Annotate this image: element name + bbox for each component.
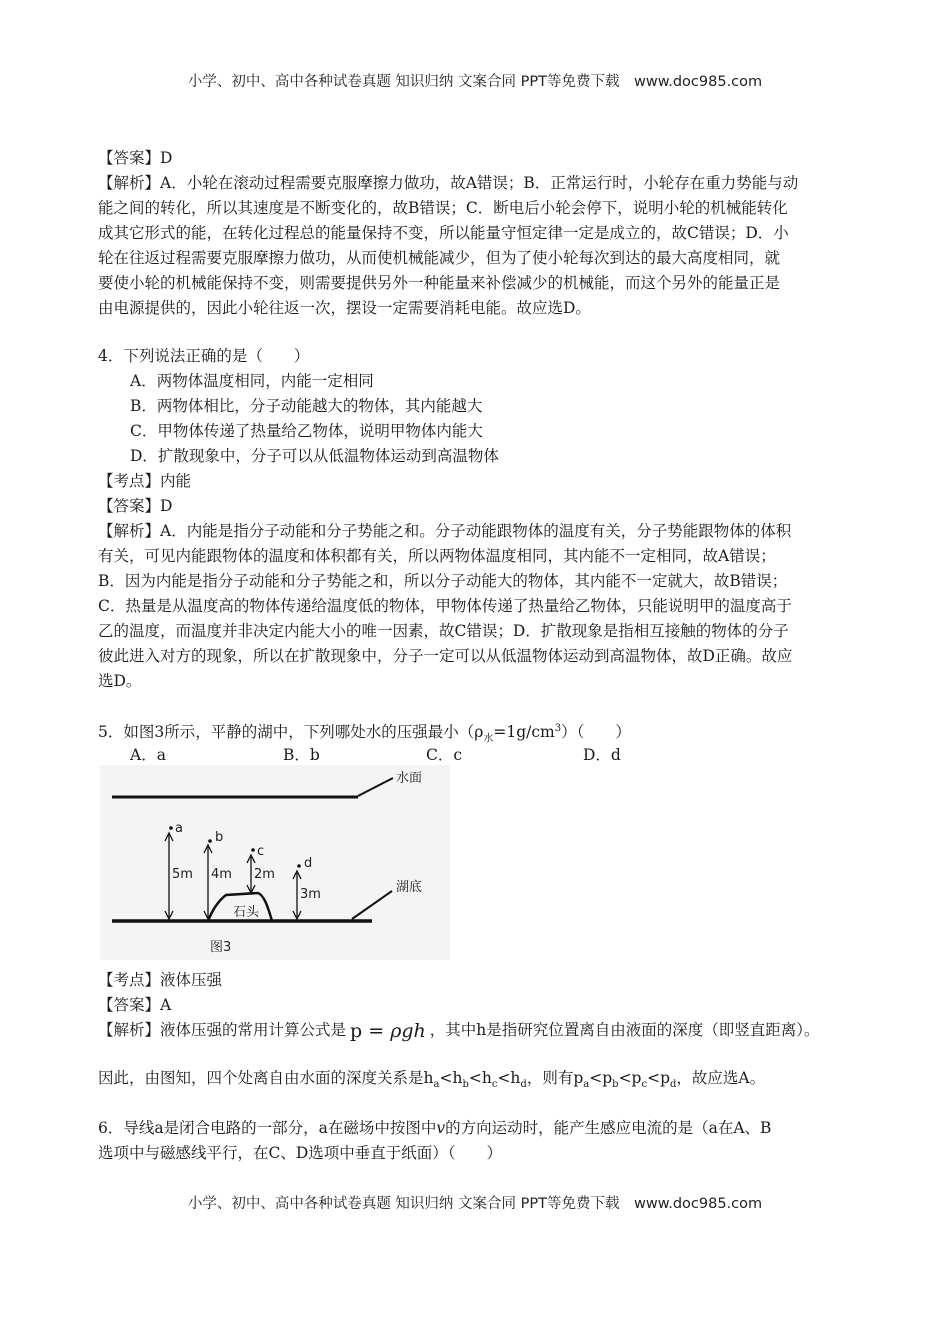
q4-stem: 4．下列说法正确的是（ ） (98, 347, 310, 365)
q5-option-c: C．c (426, 746, 463, 764)
q5-answer: 【答案】A (98, 996, 172, 1014)
q4-analysis-line: B．因为内能是指分子动能和分子势能之和，所以分子动能大的物体，其内能不一定就大，故B错误； (98, 572, 788, 590)
point-b-label: b (215, 830, 224, 845)
q4-analysis-line: 彼此进入对方的现象，所以在扩散现象中，分子一定可以从低温物体运动到高温物体，故D正确。故应 (98, 647, 793, 665)
lake-figure (100, 765, 450, 960)
q4-option-a: A．两物体温度相同，内能一定相同 (130, 372, 374, 390)
figure-background (100, 765, 450, 960)
q6-stem-line1: 6．导线a是闭合电路的一部分，a在磁场中按图中v的方向运动时，能产生感应电流的是（a在A、B (98, 1119, 772, 1137)
point-d-label: d (304, 856, 313, 871)
point-a-dot (169, 826, 173, 830)
q5-option-b: B．b (283, 746, 320, 764)
q4-analysis-line: 乙的温度，而温度并非决定内能大小的唯一因素，故C错误；D．扩散现象是指相互接触的物体的分子 (98, 622, 789, 640)
page-header: 小学、初中、高中各种试卷真题 知识归纳 文案合同 PPT等免费下载 www.doc985.com (187, 74, 763, 90)
depth-label-d: 3m (300, 887, 321, 902)
q3-answer: 【答案】D (98, 149, 173, 167)
q4-option-b: B．两物体相比，分子动能越大的物体，其内能越大 (130, 397, 483, 415)
q5-kaodian: 【考点】液体压强 (98, 971, 223, 989)
depth-label-c: 2m (254, 867, 275, 882)
q3-analysis-line: 由电源提供的，因此小轮往返一次，摆设一定需要消耗电能。故应选D。 (98, 299, 591, 317)
q3-analysis-line: 【解析】A．小轮在滚动过程需要克服摩擦力做功，故A错误；B．正常运行时，小轮存在重力势能与动 (98, 174, 799, 192)
q6-stem-line2: 选项中与磁感线平行，在C、D选项中垂直于纸面）（ ） (98, 1144, 503, 1162)
q5-option-d: D．d (583, 746, 621, 764)
point-c-dot (251, 848, 255, 852)
point-a-label: a (175, 821, 183, 836)
point-d-dot (297, 864, 301, 868)
q5-option-a: A．a (130, 746, 166, 764)
q3-analysis-line: 轮在往返过程需要克服摩擦力做功，从而使机械能减少，但为了使小轮每次到达的最大高度相同，就 (98, 249, 781, 267)
pressure-formula: p = ρgh (350, 1020, 426, 1042)
q4-analysis-line: 【解析】A．内能是指分子动能和分子势能之和。分子动能跟物体的温度有关，分子势能跟物体的体积 (98, 522, 792, 540)
q4-analysis-line: 选D。 (98, 672, 142, 690)
depth-label-a: 5m (172, 867, 193, 882)
q5-conclusion: 因此，由图知，四个处离自由水面的深度关系是$h_a<h_b<h_c<h_d$，则有$p_a<p_b<p_c<p_d$，故应选A。 (98, 1069, 766, 1091)
lake-bottom-label: 湖底 (396, 880, 423, 895)
q5-analysis: 【解析】液体压强的常用计算公式是 p = ρgh ，其中h是指研究位置离自由液面的深度（即竖直距离）。 (98, 1020, 820, 1042)
point-c-label: c (257, 844, 265, 859)
q4-analysis-line: 有关，可见内能跟物体的温度和体积都有关，所以两物体温度相同，其内能不一定相同，故A错误； (98, 547, 776, 565)
stone-label: 石头 (233, 905, 260, 920)
point-b-dot (208, 839, 212, 843)
q4-answer: 【答案】D (98, 497, 173, 515)
q3-analysis-line: 成其它形式的能，在转化过程总的能量保持不变，所以能量守恒定律一定是成立的，故C错误；D．小 (98, 224, 789, 242)
q4-analysis-line: C．热量是从温度高的物体传递给温度低的物体，甲物体传递了热量给乙物体，只能说明甲的温度高于 (98, 597, 792, 615)
page-footer: 小学、初中、高中各种试卷真题 知识归纳 文案合同 PPT等免费下载 www.doc985.com (187, 1196, 763, 1212)
q3-analysis-line: 要使小轮的机械能保持不变，则需要提供另外一种能量来补偿减少的机械能，而这个另外的能量正是 (98, 274, 781, 292)
figure-caption: 图3 (210, 940, 232, 955)
depth-label-b: 4m (211, 867, 232, 882)
q5-stem: 5．如图3所示，平静的湖中，下列哪处水的压强最小$(\rho_水=1g/cm^3)$（ ） (98, 723, 631, 745)
q3-analysis-line: 能之间的转化，所以其速度是不断变化的，故B错误；C．断电后小轮会停下，说明小轮的机械能转化 (98, 199, 788, 217)
q4-kaodian: 【考点】内能 (98, 472, 192, 490)
water-surface-label: 水面 (396, 771, 423, 786)
q4-option-c: C．甲物体传递了热量给乙物体，说明甲物体内能大 (130, 422, 483, 440)
q4-option-d: D．扩散现象中，分子可以从低温物体运动到高温物体 (130, 447, 499, 465)
